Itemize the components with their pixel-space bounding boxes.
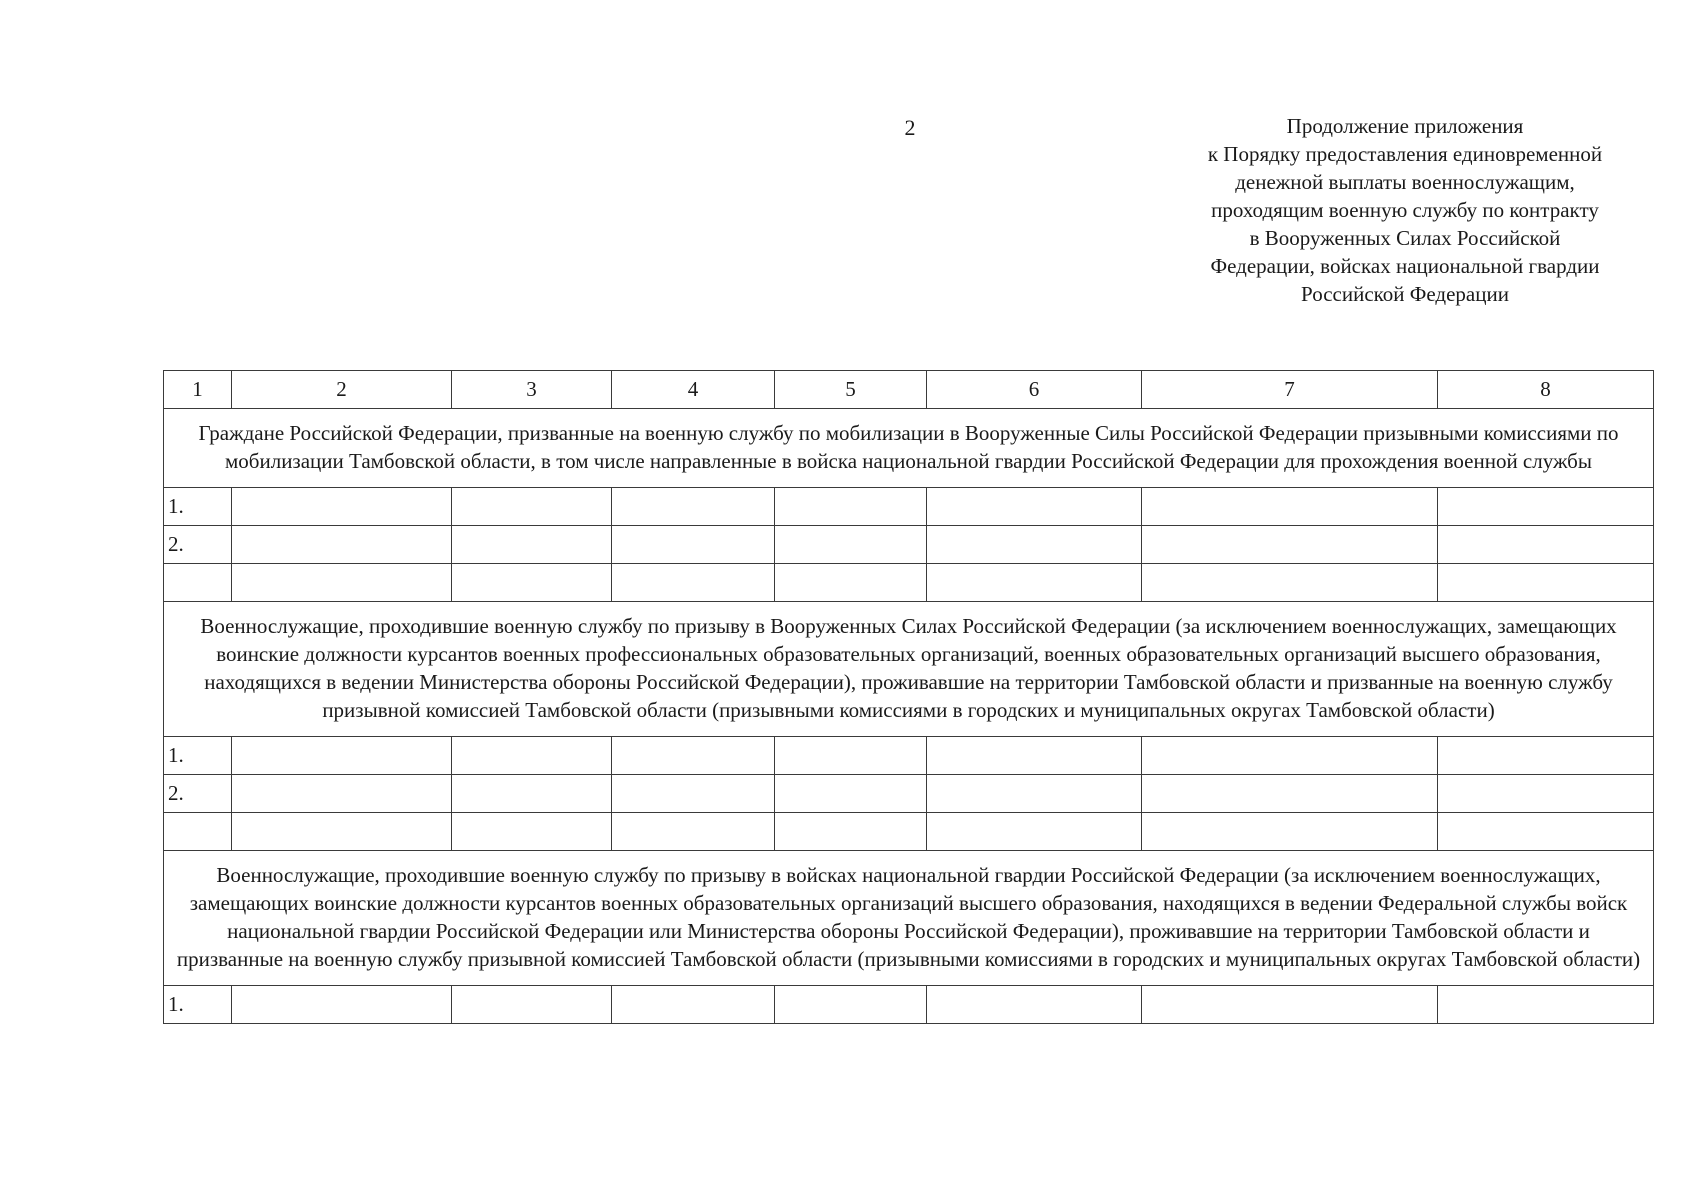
- table-cell: [1438, 775, 1654, 813]
- table-cell: [1142, 737, 1438, 775]
- table-cell: [775, 813, 927, 851]
- note-line: Федерации, войсках национальной гвардии: [1210, 254, 1600, 278]
- column-header: 1: [164, 371, 232, 409]
- table-cell: [232, 775, 452, 813]
- section-title: Военнослужащие, проходившие военную службу по призыву в Вооруженных Силах Российской Федерации (за исключением военнослужащих, замещающих воинские должности курсантов военных профессиональных образовательных организаций, военных образовательных организаций высшего образования, находящихся в ведении Министерства обороны Российской Федерации), проживавшие на территории Тамбовской области и призванные на военную службу призывной комиссией Тамбовской области (призывными комиссиями в городских и муниципальных округах Тамбовской области): [164, 602, 1654, 737]
- table-cell: [927, 986, 1142, 1024]
- note-line: к Порядку предоставления единовременной: [1207, 142, 1603, 166]
- row-number: [164, 813, 232, 851]
- table-cell: [1142, 526, 1438, 564]
- table-cell: [232, 986, 452, 1024]
- table-cell: [1438, 813, 1654, 851]
- table-cell: [612, 775, 775, 813]
- table-cell: [775, 526, 927, 564]
- column-header: 8: [1438, 371, 1654, 409]
- table-cell: [775, 986, 927, 1024]
- table-cell: [1142, 488, 1438, 526]
- table-row: [164, 564, 1654, 602]
- table-cell: [1438, 737, 1654, 775]
- table-cell: [232, 813, 452, 851]
- section-title: Граждане Российской Федерации, призванные на военную службу по мобилизации в Вооруженные Силы Российской Федерации призывными комиссиями по мобилизации Тамбовской области, в том числе направленные в войска национальной гвардии Российской Федерации для прохождения военной службы: [164, 409, 1654, 488]
- table-row: [164, 526, 1654, 564]
- table-cell: [232, 564, 452, 602]
- table-cell: [452, 986, 612, 1024]
- table-row: [164, 986, 1654, 1024]
- table-cell: [612, 813, 775, 851]
- column-header: 3: [452, 371, 612, 409]
- table-cell: [775, 737, 927, 775]
- table-cell: [452, 526, 612, 564]
- table-cell: [452, 813, 612, 851]
- table-cell: [775, 564, 927, 602]
- table-cell: [1142, 564, 1438, 602]
- table-cell: [927, 564, 1142, 602]
- table-cell: [612, 986, 775, 1024]
- row-number: 1.: [164, 986, 232, 1024]
- table-cell: [927, 737, 1142, 775]
- row-number: 2.: [164, 526, 232, 564]
- table-cell: [612, 526, 775, 564]
- table-row: [164, 813, 1654, 851]
- row-number: 1.: [164, 737, 232, 775]
- table-cell: [232, 526, 452, 564]
- table-row: [164, 737, 1654, 775]
- table-cell: [1438, 986, 1654, 1024]
- table-row: [164, 488, 1654, 526]
- table-cell: [612, 564, 775, 602]
- continuation-note: [1150, 112, 1660, 308]
- table-cell: [1142, 986, 1438, 1024]
- page-number: 2: [904, 115, 916, 140]
- table-cell: [927, 813, 1142, 851]
- section-title-row: [164, 409, 1654, 488]
- row-number: [164, 564, 232, 602]
- table-cell: [612, 737, 775, 775]
- note-line: проходящим военную службу по контракту: [1211, 198, 1599, 222]
- table-cell: [232, 488, 452, 526]
- table-cell: [452, 488, 612, 526]
- table-cell: [775, 775, 927, 813]
- section-title-row: [164, 602, 1654, 737]
- table-cell: [1438, 526, 1654, 564]
- note-line: Российской Федерации: [1301, 282, 1509, 306]
- table-cell: [1142, 813, 1438, 851]
- table-cell: [775, 488, 927, 526]
- table-cell: [927, 775, 1142, 813]
- table-cell: [452, 737, 612, 775]
- table-row: [164, 775, 1654, 813]
- table-cell: [1142, 775, 1438, 813]
- table-cell: [1438, 488, 1654, 526]
- column-header: 6: [927, 371, 1142, 409]
- note-line: в Вооруженных Силах Российской: [1249, 226, 1561, 250]
- table-cell: [1438, 564, 1654, 602]
- section-title-row: [164, 851, 1654, 986]
- table-body: [164, 371, 1654, 1024]
- column-header: 4: [612, 371, 775, 409]
- table-cell: [452, 564, 612, 602]
- note-line: денежной выплаты военнослужащим,: [1235, 170, 1575, 194]
- row-number: 1.: [164, 488, 232, 526]
- table-cell: [232, 737, 452, 775]
- table-cell: [452, 775, 612, 813]
- column-header-row: [164, 371, 1654, 409]
- table-cell: [927, 488, 1142, 526]
- note-line: Продолжение приложения: [1286, 114, 1524, 138]
- row-number: 2.: [164, 775, 232, 813]
- column-header: 5: [775, 371, 927, 409]
- column-header: 2: [232, 371, 452, 409]
- table-cell: [927, 526, 1142, 564]
- section-title: Военнослужащие, проходившие военную службу по призыву в войсках национальной гвардии Российской Федерации (за исключением военнослужащих, замещающих воинские должности курсантов военных образовательных организаций высшего образования, находящихся в ведении Федеральной службы войск национальной гвардии Российской Федерации или Министерства обороны Российской Федерации), проживавшие на территории Тамбовской области и призванные на военную службу призывной комиссией Тамбовской области (призывными комиссиями в городских и муниципальных округах Тамбовской области): [164, 851, 1654, 986]
- column-header: 7: [1142, 371, 1438, 409]
- payment-recipients-table: [163, 370, 1654, 1024]
- table-cell: [612, 488, 775, 526]
